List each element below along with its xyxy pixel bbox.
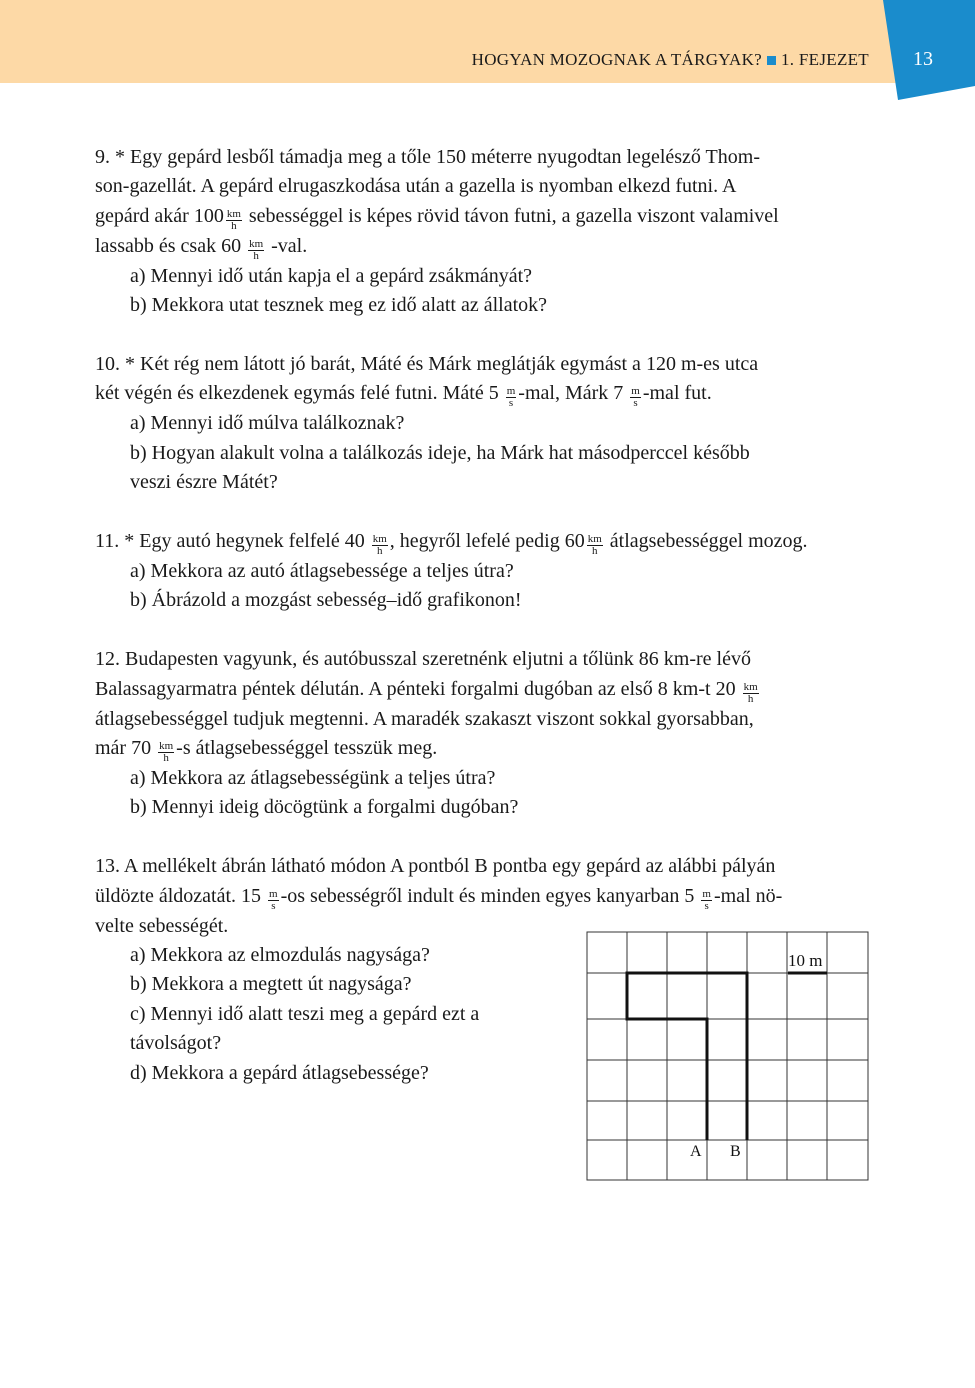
text-span: -os sebességről indult és minden egyes kanyarban 5 bbox=[280, 884, 695, 907]
fraction-denominator: s bbox=[508, 397, 514, 410]
exercise-13-line-1: 13. A mellékelt ábrán látható módon A pontból B pontba egy gepárd az alábbi pályán bbox=[95, 855, 776, 878]
exercise-10-line-1: 10. * Két rég nem látott jó barát, Máté és Márk meglátják egymást a 120 m-es utca bbox=[95, 353, 759, 376]
fraction-denominator: h bbox=[163, 752, 169, 765]
fraction-numerator: km bbox=[743, 680, 758, 693]
unit-fraction-ms bbox=[268, 889, 279, 912]
unit-fraction-kmh bbox=[372, 534, 388, 557]
exercise-9-line-1: 9. * Egy gepárd lesből támadja meg a tőle 150 méterre nyugodtan legelésző Thom- bbox=[95, 146, 760, 168]
unit-fraction-kmh bbox=[743, 682, 759, 705]
exercise-10-question-a: a) Mennyi idő múlva találkoznak? bbox=[130, 412, 405, 435]
text-span: átlagsebességgel mozog. bbox=[609, 530, 808, 553]
exercise-10-question-b-line-2: veszi észre Mátét? bbox=[130, 471, 278, 494]
fraction-denominator: h bbox=[747, 692, 754, 705]
text-span: Balassagyarmatra péntek délután. A pénteki forgalmi dugóban az első 8 km-t 20 bbox=[95, 677, 736, 700]
exercise-12-question-b: b) Mennyi ideig döcögtünk a forgalmi dugóban? bbox=[130, 796, 519, 819]
text-span: -mal fut. bbox=[642, 382, 712, 405]
text-span: üldözte áldozatát. 15 bbox=[95, 884, 262, 907]
text-span: lassabb és csak 60 bbox=[95, 234, 242, 257]
exercise-13-question-b: b) Mekkora a megtett út nagysága? bbox=[130, 973, 412, 996]
exercise-13-questions bbox=[95, 941, 655, 1088]
square-bullet-icon bbox=[767, 56, 776, 65]
fraction-numerator: m bbox=[506, 385, 516, 398]
fraction-numerator: km bbox=[159, 740, 174, 753]
fraction-numerator: km bbox=[249, 237, 264, 250]
unit-fraction-kmh bbox=[158, 741, 174, 764]
exercise-11-line-1 bbox=[95, 527, 865, 557]
fraction-numerator: km bbox=[587, 533, 602, 546]
text-span: 11. * Egy autó hegynek felfelé 40 bbox=[95, 530, 365, 553]
text-span: két végén és elkezdenek egymás felé futni. Máté 5 bbox=[95, 382, 499, 405]
text-span: -mal, Márk 7 bbox=[518, 382, 624, 405]
exercise-12-line-1: 12. Budapesten vagyunk, és autóbusszal szeretnénk eljutni a tőlünk 86 km-re lévő bbox=[95, 648, 751, 671]
fraction-denominator: s bbox=[633, 397, 638, 410]
exercise-10-question-b-line-1: b) Hogyan alakult volna a találkozás ideje, ha Márk hat másodperccel később bbox=[130, 441, 750, 464]
exercise-9 bbox=[95, 143, 865, 321]
exercise-10-line-2 bbox=[95, 379, 865, 409]
exercise-12-line-3: átlagsebességgel tudjuk megtenni. A maradék szakaszt viszont sokkal gyorsabban, bbox=[95, 707, 754, 730]
exercise-13-line-3: velte sebességét. bbox=[95, 914, 229, 937]
unit-fraction-ms bbox=[701, 889, 712, 912]
fraction-denominator: s bbox=[704, 899, 709, 912]
exercise-12-question-a: a) Mekkora az átlagsebességünk a teljes útra? bbox=[130, 767, 496, 790]
exercise-12-line-2 bbox=[95, 675, 865, 705]
running-header-chapter: 1. FEJEZET bbox=[781, 50, 869, 69]
text-span: sebességgel is képes rövid távon futni, a gazella viszont valamivel bbox=[248, 204, 779, 227]
fraction-numerator: m bbox=[631, 385, 640, 398]
path-grid-figure bbox=[586, 931, 870, 1183]
exercise-10 bbox=[95, 350, 865, 498]
unit-fraction-kmh bbox=[226, 209, 242, 232]
cheetah-path bbox=[627, 973, 747, 1140]
text-span: -val. bbox=[271, 234, 308, 257]
unit-fraction-ms bbox=[506, 386, 517, 409]
exercise-11-question-b: b) Ábrázold a mozgást sebesség–idő grafikonon! bbox=[130, 589, 522, 612]
fraction-numerator: km bbox=[372, 533, 387, 546]
exercise-9-line-3 bbox=[95, 202, 865, 232]
unit-fraction-ms bbox=[630, 386, 641, 409]
text-span: -mal nö- bbox=[713, 884, 783, 907]
text-span: már 70 bbox=[95, 737, 152, 760]
fraction-denominator: h bbox=[377, 545, 383, 558]
point-a-label: A bbox=[690, 1143, 702, 1160]
exercise-12-line-4 bbox=[95, 734, 865, 764]
grid-lines bbox=[587, 932, 868, 1180]
point-b-label: B bbox=[730, 1143, 741, 1160]
exercise-13-question-c-line-1: c) Mennyi idő alatt teszi meg a gepárd ezt a bbox=[130, 1002, 480, 1025]
exercise-9-question-a: a) Mennyi idő után kapja el a gepárd zsákmányát? bbox=[130, 264, 533, 287]
text-span: , hegyről lefelé pedig 60 bbox=[389, 530, 585, 553]
unit-fraction-kmh bbox=[248, 239, 264, 262]
exercise-11-question-a: a) Mekkora az autó átlagsebessége a teljes útra? bbox=[130, 560, 514, 583]
fraction-denominator: h bbox=[592, 545, 598, 558]
text-span: gepárd akár 100 bbox=[95, 204, 224, 227]
exercise-12 bbox=[95, 645, 865, 823]
fraction-denominator: s bbox=[271, 899, 276, 912]
exercise-13-question-d: d) Mekkora a gepárd átlagsebessége? bbox=[130, 1061, 429, 1084]
exercise-9-question-b: b) Mekkora utat tesznek meg ez idő alatt az állatok? bbox=[130, 294, 548, 317]
fraction-numerator: m bbox=[702, 887, 711, 900]
scale-label: 10 m bbox=[788, 951, 823, 970]
text-span: -s átlagsebességgel tesszük meg. bbox=[176, 737, 438, 760]
exercise-13-question-c-line-2: távolságot? bbox=[130, 1032, 222, 1055]
fraction-denominator: h bbox=[231, 219, 237, 232]
exercise-9-line-2: son-gazellát. A gepárd elrugaszkodása után a gazella is nyomban elkezd futni. A bbox=[95, 175, 737, 198]
exercise-11 bbox=[95, 527, 865, 616]
fraction-numerator: km bbox=[226, 207, 241, 220]
running-header bbox=[472, 50, 869, 70]
running-header-title: HOGYAN MOZOGNAK A TÁRGYAK? bbox=[471, 50, 762, 69]
unit-fraction-kmh bbox=[587, 534, 603, 557]
exercise-13-line-2 bbox=[95, 882, 865, 912]
grid-border bbox=[587, 932, 868, 1180]
exercise-9-line-4 bbox=[95, 232, 865, 262]
exercise-13-question-a: a) Mekkora az elmozdulás nagysága? bbox=[130, 944, 430, 967]
fraction-denominator: h bbox=[253, 249, 259, 262]
fraction-numerator: m bbox=[269, 887, 278, 900]
page-number: 13 bbox=[913, 48, 933, 70]
